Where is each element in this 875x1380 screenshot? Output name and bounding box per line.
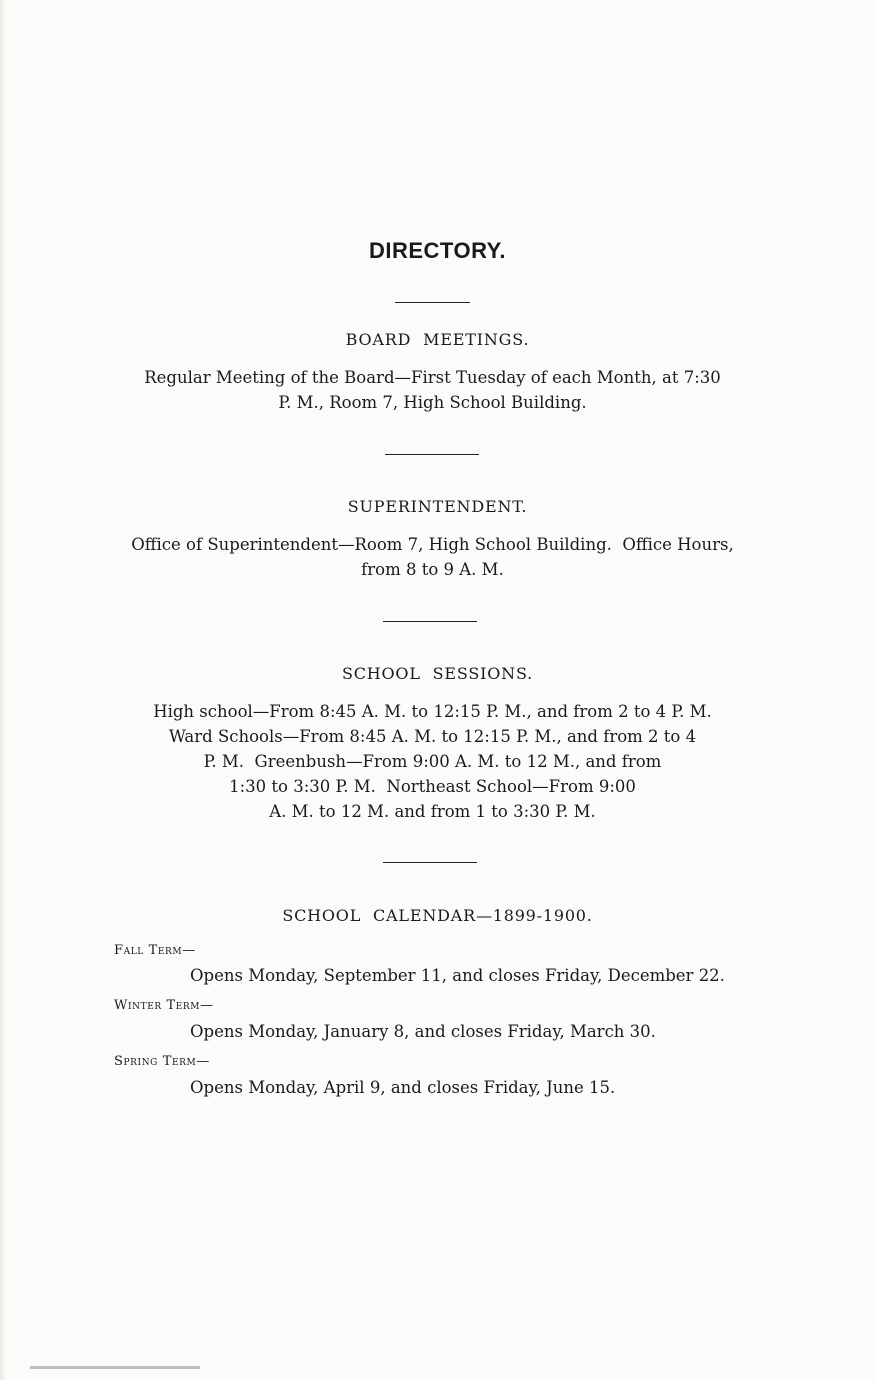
school-calendar-heading: SCHOOL CALENDAR—1899-1900. (282, 906, 593, 925)
superintendent-line2: from 8 to 9 A. M. (361, 560, 504, 579)
divider-rule (395, 302, 470, 303)
superintendent-heading: SUPERINTENDENT. (347, 497, 528, 516)
spring-term-dates: Opens Monday, April 9, and closes Friday, June 15. (190, 1078, 616, 1097)
school-sessions-line2: Ward Schools—From 8:45 A. M. to 12:15 P. M., and from 2 to 4 (168, 727, 697, 746)
winter-term-label: Winter Term— (114, 998, 214, 1013)
winter-term-dates: Opens Monday, January 8, and closes Friday, March 30. (190, 1022, 656, 1041)
divider-rule (383, 621, 477, 622)
scan-bottom-artifact (30, 1366, 200, 1369)
school-sessions-line4: 1:30 to 3:30 P. M. Northeast School—From 9:00 (229, 777, 636, 796)
school-sessions-line5: A. M. to 12 M. and from 1 to 3:30 P. M. (269, 802, 596, 821)
divider-rule (385, 454, 479, 455)
board-meetings-line2: P. M., Room 7, High School Building. (278, 393, 587, 412)
board-meetings-heading: BOARD MEETINGS. (345, 330, 530, 349)
fall-term-dates: Opens Monday, September 11, and closes Friday, December 22. (190, 966, 725, 985)
spring-term-label: Spring Term— (114, 1054, 210, 1069)
superintendent-line1: Office of Superintendent—Room 7, High School Building. Office Hours, (131, 535, 734, 554)
page-title: DIRECTORY. (368, 238, 507, 263)
divider-rule (383, 862, 477, 863)
scan-edge-shadow (0, 0, 6, 1380)
school-sessions-line3: P. M. Greenbush—From 9:00 A. M. to 12 M., and from (203, 752, 662, 771)
school-sessions-line1: High school—From 8:45 A. M. to 12:15 P. M., and from 2 to 4 P. M. (153, 702, 712, 721)
fall-term-label: Fall Term— (114, 943, 196, 958)
school-sessions-heading: SCHOOL SESSIONS. (341, 664, 534, 683)
board-meetings-line1: Regular Meeting of the Board—First Tuesday of each Month, at 7:30 (144, 368, 721, 387)
